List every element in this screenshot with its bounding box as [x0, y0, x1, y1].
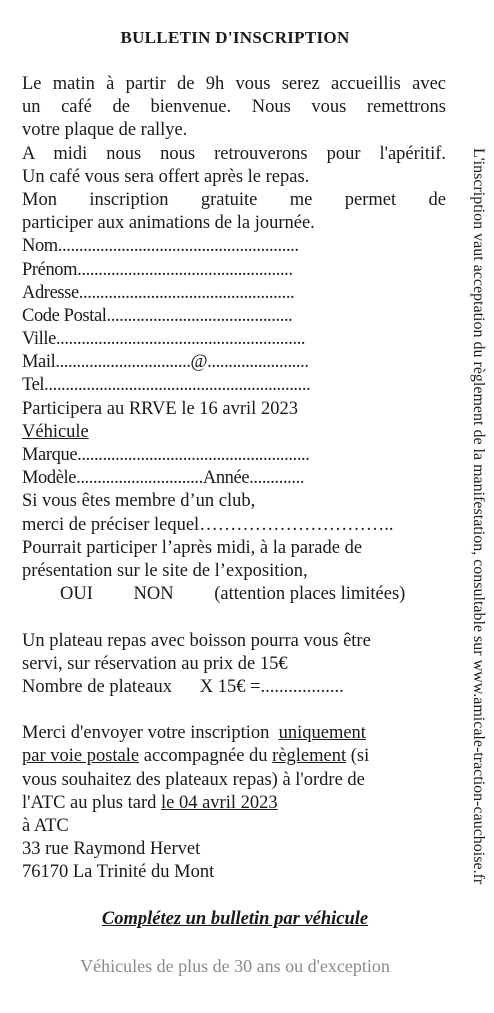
send-text: l'ATC au plus tard	[22, 792, 161, 813]
modele-annee-field[interactable]: Modèle..............................Année.............	[22, 468, 305, 489]
send-text: accompagnée du	[139, 746, 273, 767]
oui-option[interactable]: OUI	[60, 584, 93, 605]
intro-line: participer aux animations de la journée.	[22, 213, 315, 234]
form-body	[22, 73, 446, 885]
ville-field[interactable]: Ville...........................................................	[22, 329, 306, 350]
participation-line: Participera au RRVE le 16 avril 2023	[22, 398, 298, 419]
places-note: (attention places limitées)	[214, 584, 406, 605]
parade-line: présentation sur le site de l’exposition,	[22, 560, 308, 581]
mail-field[interactable]: Mail................................@........................	[22, 352, 309, 373]
side-notice-text: L'inscription vaut acceptation du règlement de la manifestation, consultable sur www.amicale-traction-cauchoise.fr	[470, 147, 487, 885]
intro-line: A midi nous nous retrouverons pour l'apéritif.	[22, 143, 446, 164]
nom-field[interactable]: Nom.........................................................	[22, 236, 299, 257]
vehicle-heading: Véhicule	[22, 421, 89, 442]
parade-line: Pourrait participer l’après midi, à la parade de	[22, 537, 363, 558]
parade-choices	[22, 583, 446, 606]
intro-line: votre plaque de rallye.	[22, 120, 188, 141]
deadline-date: le 04 avril 2023	[161, 792, 278, 813]
adresse-field[interactable]: Adresse...................................................	[22, 282, 295, 303]
footer-instruction: Complétez un bulletin par véhicule	[101, 909, 369, 929]
send-emphasis: par voie postale	[22, 746, 140, 767]
page-title: BULLETIN D'INSCRIPTION	[120, 28, 350, 47]
meal-line: Un plateau repas avec boisson pourra vous être	[22, 630, 371, 651]
prenom-field[interactable]: Prénom...................................................	[22, 259, 293, 280]
send-emphasis: uniquement	[278, 723, 366, 744]
club-line: Si vous êtes membre d’un club,	[22, 491, 256, 512]
intro-line: Le matin à partir de 9h vous serez accueillis avec	[22, 74, 446, 94]
intro-line: Un café vous sera offert après le repas.	[22, 166, 310, 187]
meal-count-field[interactable]: Nombre de plateaux X 15€ =..................	[22, 676, 344, 697]
send-text: (si	[346, 746, 370, 767]
intro-line: Mon inscription gratuite me permet de	[22, 189, 446, 210]
send-emphasis: règlement	[272, 746, 347, 767]
club-field[interactable]: merci de préciser lequel…………………………..	[22, 514, 394, 535]
address-line: 33 rue Raymond Hervet	[22, 839, 201, 860]
send-text: Merci d'envoyer votre inscription	[22, 723, 279, 744]
meal-line: servi, sur réservation au prix de 15€	[22, 653, 288, 674]
footer-note: Véhicules de plus de 30 ans ou d'exception	[80, 956, 390, 976]
address-line: à ATC	[22, 816, 69, 836]
tel-field[interactable]: Tel...............................................................	[22, 375, 311, 396]
non-option[interactable]: NON	[133, 584, 174, 605]
code-postal-field[interactable]: Code Postal............................................	[22, 305, 293, 326]
side-notice	[465, 106, 491, 926]
marque-field[interactable]: Marque.......................................................	[22, 445, 310, 465]
address-line: 76170 La Trinité du Mont	[22, 862, 215, 883]
send-text: vous souhaitez des plateaux repas) à l'ordre de	[22, 769, 365, 790]
intro-line: un café de bienvenue. Nous vous remettrons	[22, 97, 446, 118]
